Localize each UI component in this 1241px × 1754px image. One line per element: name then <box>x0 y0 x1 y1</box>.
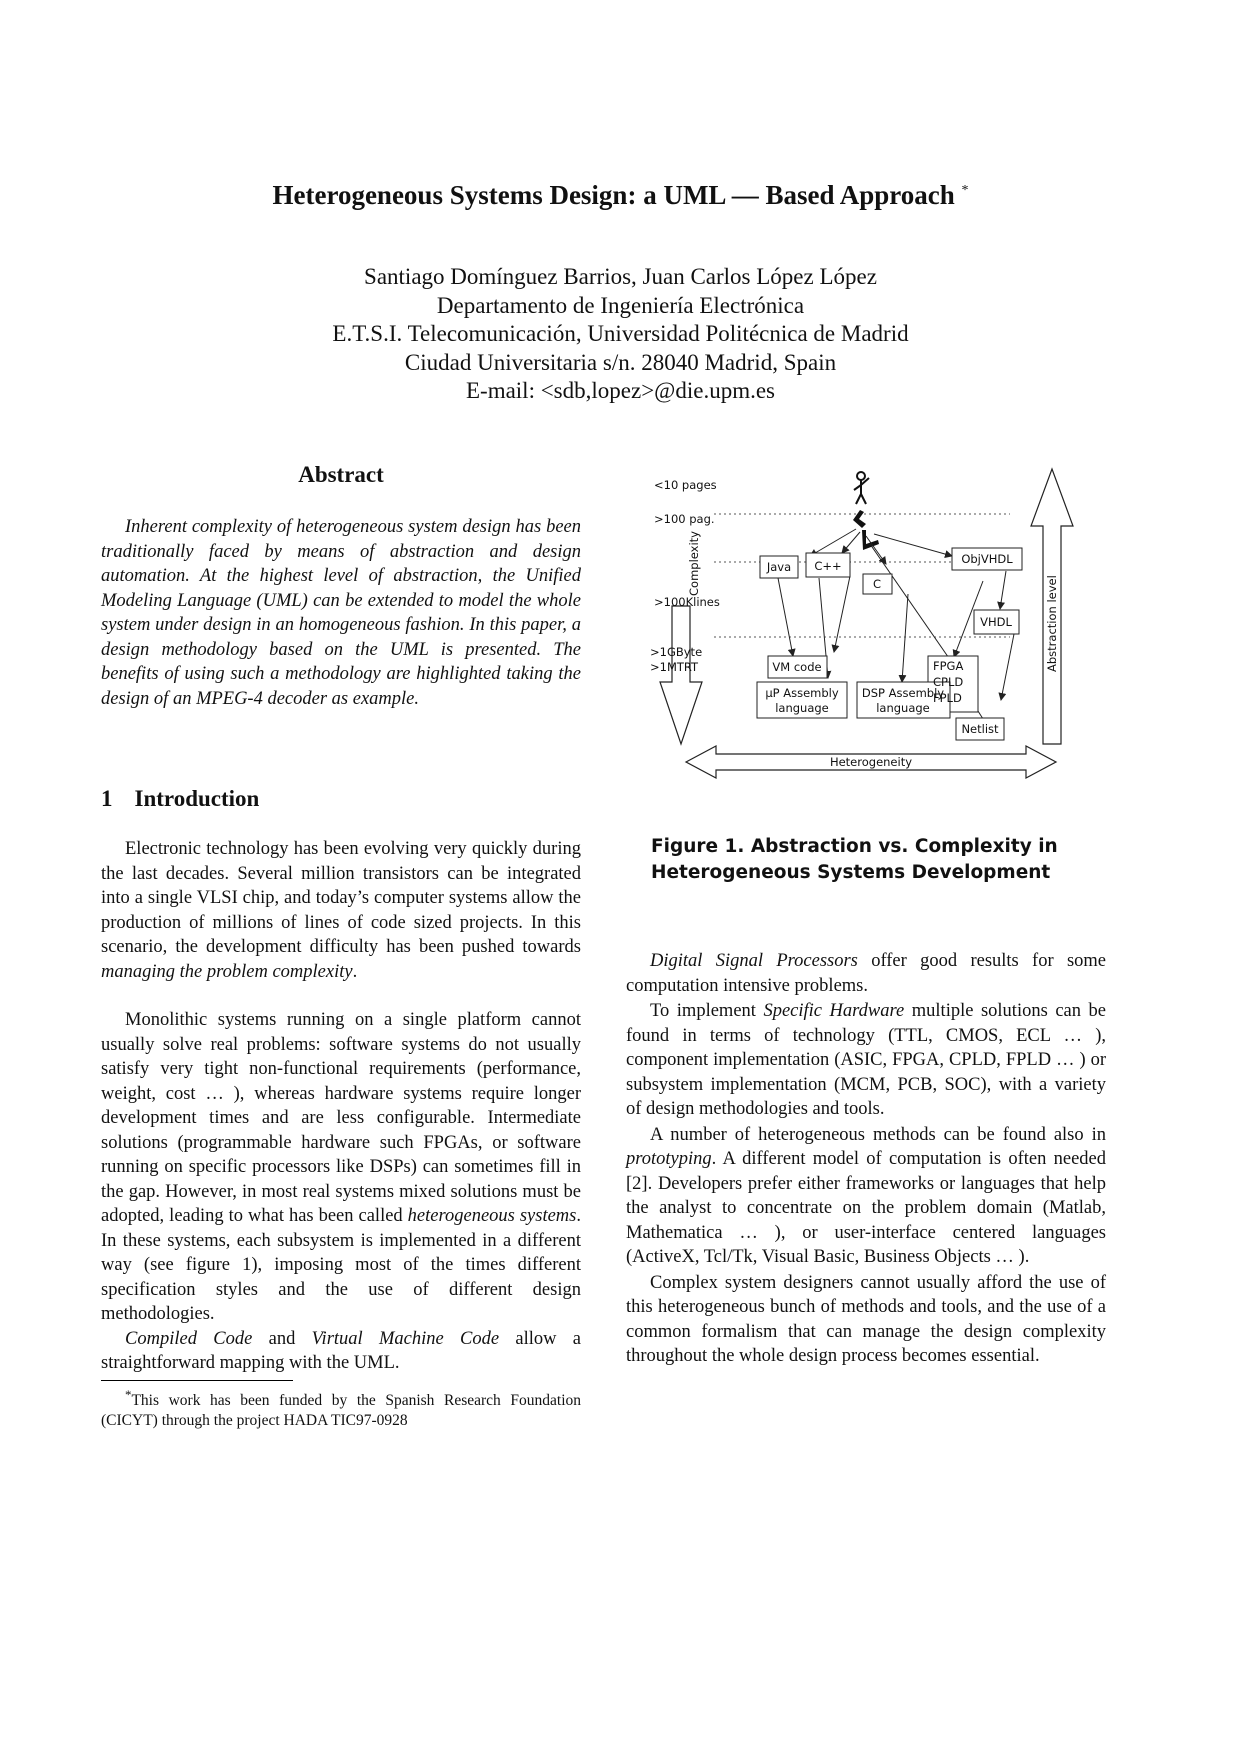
figure-caption: Figure 1. Abstraction vs. Complexity in Heterogeneous Systems Development <box>651 836 1058 883</box>
intro-p2-text <box>101 1008 581 1327</box>
right-p2 <box>626 999 1106 1122</box>
abstract-body <box>101 515 581 711</box>
intro-p1-em: managing the problem complexity <box>101 961 353 982</box>
node-c-label: C <box>872 577 882 591</box>
intro-p2-em: heterogeneous systems <box>407 1206 577 1226</box>
right-column-body <box>626 949 1106 1369</box>
footnote <box>101 1385 581 1431</box>
right-p3-em: prototyping <box>626 1149 712 1169</box>
intro-p1-a: Electronic technology has been evolving very quickly during the last decades. Several million transistors can be integrated into a single VLSI chip, and today’s computer systems allow the production of millions of lines of code sized projects. In this scenario, the development difficulty has been pushed towards <box>101 839 581 957</box>
node-fpld-label: FPLD <box>933 691 962 705</box>
node-netlist-label: Netlist <box>961 722 999 736</box>
right-p4: Complex system designers cannot usually afford the use of this heterogeneous bunch of methods and tools, and the use of a common formalism that can manage the design complexity throughout the whole design process becomes essential. <box>626 1272 1106 1366</box>
node-up-assembly-label-2: language <box>775 701 829 715</box>
level-label-5: >1MTRT <box>650 660 699 674</box>
right-p2-b: multiple solutions can be found in terms of technology (TTL, CMOS, ECL … ), component implementation (ASIC, FPGA, CPLD, FPLD … ) or subsystem implementation (MCM, PCB, SOC), with a variety of design methodologies and tools. <box>626 1001 1106 1119</box>
node-fpga-label: FPGA <box>933 659 964 673</box>
intro-p3-text <box>101 1327 581 1376</box>
section-number: 1 <box>101 786 113 811</box>
node-up-assembly-label-1: µP Assembly <box>765 686 839 700</box>
intro-p1-b: . <box>352 961 358 982</box>
right-p3-b: . A different model of computation is often needed [2]. Developers prefer either frameworks or languages that help the analyst to concentrate on the problem domain (Matlab, Mathematica … ), or user-interface centered languages (ActiveX, Tcl/Tk, Visual Basic, Business Objects … ). <box>626 1149 1106 1267</box>
node-dsp-assembly-label-1: DSP Assembly <box>861 686 945 700</box>
author-department: Departamento de Ingeniería Electrónica <box>436 292 805 318</box>
footnote-mark: * <box>125 1387 132 1402</box>
right-p1-em: Digital Signal Processors <box>650 951 858 971</box>
right-p3-a: A number of heterogeneous methods can be found also in <box>650 1124 1106 1145</box>
intro-p3-em1: Compiled Code <box>125 1328 253 1349</box>
author-names: Santiago Domínguez Barrios, Juan Carlos López López <box>364 264 877 289</box>
right-p1 <box>626 949 1106 998</box>
complexity-arrow <box>660 606 702 744</box>
intro-p2-b: . In these systems, each subsystem is implemented in a different way (see figure 1), imposing most of the times different specification styles and the use of different design methodologies. <box>101 1206 581 1324</box>
level-label-3: >100Klines <box>654 595 720 609</box>
abstraction-label: Abstraction level <box>1045 575 1059 672</box>
figure-1-diagram <box>648 464 1104 780</box>
heterogeneity-label: Heterogeneity <box>829 755 913 769</box>
footnote-rule <box>101 1380 293 1381</box>
title-footnote-mark: * <box>961 183 969 198</box>
author-block <box>0 263 1241 406</box>
right-p1-a: offer good results for some computation intensive problems. <box>626 951 1107 996</box>
node-vmcode-label: VM code <box>772 660 822 674</box>
level-label-4: >1GByte <box>650 645 703 659</box>
node-cpp-label: C++ <box>814 559 842 573</box>
level-label-2: >100 pag. <box>654 512 715 526</box>
right-p2-a: To implement <box>650 1001 764 1021</box>
author-address: Ciudad Universitaria s/n. 28040 Madrid, Spain <box>404 349 837 375</box>
section-title: Introduction <box>134 786 260 811</box>
node-vhdl-label: VHDL <box>980 615 1012 629</box>
title-text: Heterogeneous Systems Design: a UML — Based Approach <box>272 180 955 210</box>
intro-p2-a: Monolithic systems running on a single platform cannot usually solve real problems: software systems do not usually satisfy very tight non-functional requirements (performance, weight, cost … ), whereas hardware systems require longer development times and are less configurable. Intermediate solutions (programmable hardware such FPGAs, or software running on specific processors like DSPs) can sometimes fill in the gap. However, in most real systems mixed solutions must be adopted, leading to what has been called <box>101 1010 581 1226</box>
uml-logo-icon <box>853 510 879 550</box>
author-email: E-mail: <sdb,lopez>@die.upm.es <box>465 378 775 403</box>
section-heading <box>101 786 259 812</box>
author-school: E.T.S.I. Telecomunicación, Universidad Politécnica de Madrid <box>332 321 909 346</box>
intro-p3-b: allow a straightforward mapping with the UML. <box>101 1328 581 1373</box>
abstract-heading: Abstract <box>298 462 384 487</box>
level-label-1: <10 pages <box>654 478 717 492</box>
paper-title <box>0 180 1241 211</box>
footnote-text: This work has been funded by the Spanish Research Foundation (CICYT) through the project HADA TIC97-0928 <box>101 1392 581 1430</box>
abstract-text: Inherent complexity of heterogeneous system design has been traditionally faced by means of abstraction and design automation. At the highest level of abstraction, the Unified Modeling Language (UML) can be extended to model the whole system under design in an homogeneous fashion. In this paper, a design methodology based on the UML is presented. The benefits of using such a methodology are highlighted taking the design of an MPEG-4 decoder as example. <box>101 517 581 709</box>
right-p2-em: Specific Hardware <box>763 1001 905 1021</box>
node-objvhdl-label: ObjVHDL <box>961 552 1013 566</box>
node-dsp-assembly-label-2: language <box>876 701 930 715</box>
node-java-label: Java <box>766 560 792 574</box>
intro-p1-text <box>101 837 581 984</box>
intro-p3-em2: Virtual Machine Code <box>311 1328 500 1349</box>
complexity-label: Complexity <box>687 531 701 596</box>
intro-paragraph-1 <box>101 837 581 984</box>
intro-p3-a: and <box>252 1328 312 1349</box>
intro-paragraph-2 <box>101 1008 581 1376</box>
right-p3 <box>626 1123 1106 1270</box>
designer-figure-icon <box>854 472 869 504</box>
node-cpld-label: CPLD <box>933 675 964 689</box>
